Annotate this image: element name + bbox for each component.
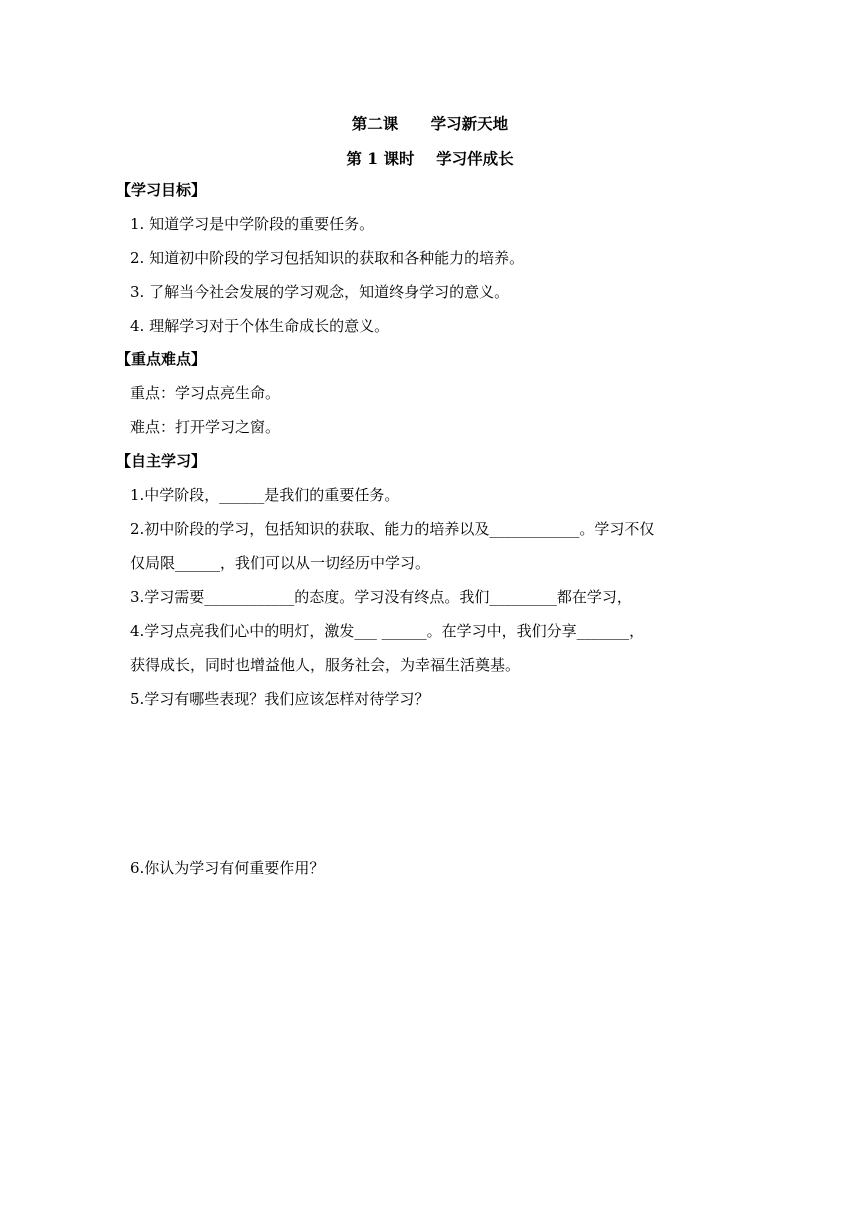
self-study-line-6: 获得成长，同时也增益他人，服务社会，为幸福生活奠基。 xyxy=(130,656,521,674)
key-points-heading: 【重点难点】 xyxy=(116,350,207,368)
self-study-line-2: 2.初中阶段的学习，包括知识的获取、能力的培养以及____________。学习不仅 xyxy=(130,520,655,538)
self-study-question-6: 6.你认为学习有何重要作用？ xyxy=(130,859,325,877)
self-study-line-5: 4.学习点亮我们心中的明灯，激发___ ______。在学习中，我们分享_______， xyxy=(130,622,645,640)
difficult-point: 难点：打开学习之窗。 xyxy=(130,418,281,436)
goal-item-4: 4. 理解学习对于个体生命成长的意义。 xyxy=(130,317,390,335)
key-point: 重点：学习点亮生命。 xyxy=(130,384,281,402)
self-study-question-5: 5.学习有哪些表现？我们应该怎样对待学习？ xyxy=(130,690,430,708)
goals-heading: 【学习目标】 xyxy=(116,181,207,199)
self-study-line-4: 3.学习需要____________的态度。学习没有终点。我们_________都在学习， xyxy=(130,588,632,606)
goal-item-3: 3. 了解当今社会发展的学习观念，知道终身学习的意义。 xyxy=(130,283,510,301)
self-study-heading: 【自主学习】 xyxy=(116,452,207,470)
lesson-title: 第二课 学习新天地 xyxy=(351,114,509,133)
lesson-subtitle: 第 1 课时 学习伴成长 xyxy=(346,149,514,168)
self-study-line-3: 仅局限______，我们可以从一切经历中学习。 xyxy=(130,554,431,572)
goal-item-1: 1. 知道学习是中学阶段的重要任务。 xyxy=(130,215,375,233)
self-study-line-1: 1.中学阶段，______是我们的重要任务。 xyxy=(130,486,400,504)
goal-item-2: 2. 知道初中阶段的学习包括知识的获取和各种能力的培养。 xyxy=(130,249,525,267)
